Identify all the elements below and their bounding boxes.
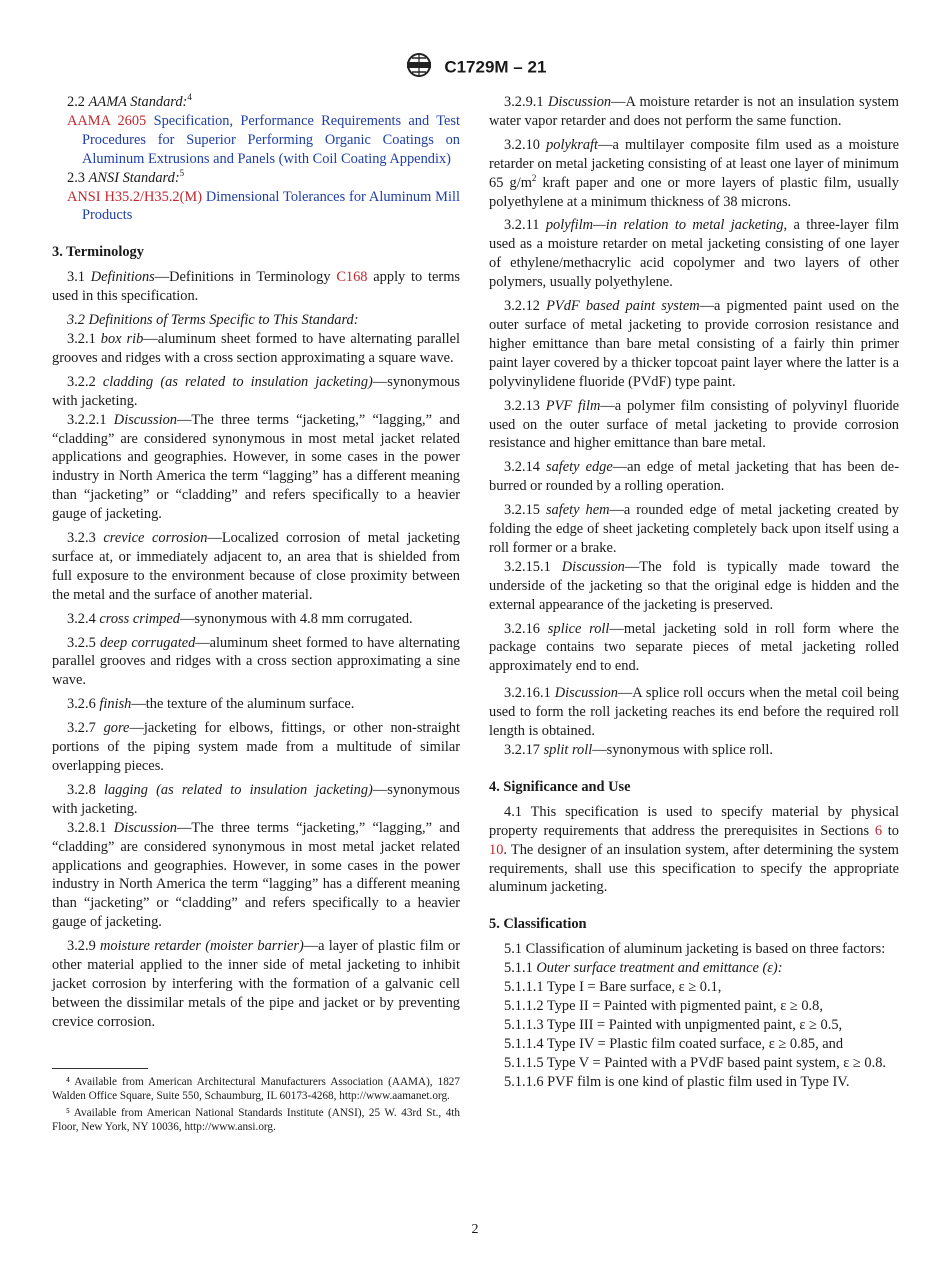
aama-code-link[interactable]: AAMA 2605 bbox=[67, 112, 147, 129]
para-5-1-1-1: 5.1.1.1 Type I = Bare surface, ε ≥ 0.1, bbox=[504, 979, 722, 996]
ansi-reference bbox=[52, 188, 460, 226]
section-2-3: 2.3 ANSI Standard:$^5$ bbox=[67, 167, 185, 186]
para-3-2: 3.2 Definitions of Terms Specific to This Standard: bbox=[67, 312, 359, 329]
para-4-1: 4.1 This specification is used to specify material by physical property requirements that address the prerequisites in Sections 6 to 10. The designer of an insulation system, after determining the system requirements, shall use this specification to specify the appropriate aluminum jacketing. bbox=[489, 803, 899, 896]
para-3-2-2-1: 3.2.2.1 Discussion—The three terms “jacketing,” “lagging,” and “cladding” are considered synonymous in most metal jacket related applications and geographies. However, in some cases in the power industry in North America the term “lagging” has a different meaning than “jacketing” or “cladding” and refers specifically to a heavier gauge of jacketing. bbox=[52, 411, 460, 523]
aama-reference bbox=[52, 112, 460, 169]
para-3-1: 3.1 Definitions—Definitions in Terminology C168 apply to terms used in this specification. bbox=[52, 269, 460, 305]
para-3-2-2: 3.2.2 cladding (as related to insulation jacketing)—synonymous with jacketing. bbox=[52, 373, 460, 409]
para-3-2-6: 3.2.6 finish—the texture of the aluminum surface. bbox=[67, 696, 355, 713]
para-5-1-1-4: 5.1.1.4 Type IV = Plastic film coated surface, ε ≥ 0.85, and bbox=[504, 1035, 844, 1052]
para-3-2-1: 3.2.1 box rib—aluminum sheet formed to have alternating parallel grooves and ridges with a cross section approximating a square wave. bbox=[52, 330, 460, 366]
para-3-2-15: 3.2.15 safety hem—a rounded edge of metal jacketing created by folding the edge of sheet jacketing completely back upon itself using a roll former or a brake. bbox=[489, 502, 899, 556]
para-3-2-8-1: 3.2.8.1 Discussion—The three terms “jacketing,” “lagging,” and “cladding” are considered synonymous in most metal jacket related applications and geographies. However, in some cases in the power industry in North America the term “lagging” has a different meaning than “jacketing” or “cladding” and refers specifically to a heavier gauge of jacketing. bbox=[52, 819, 460, 931]
footnote-divider bbox=[52, 1068, 148, 1069]
para-3-2-3: 3.2.3 crevice corrosion—Localized corrosion of metal jacketing surface at, or immediately adjacent to, an area that is shielded from full exposure to the environment because of close proximity between the metal and the surface of another material. bbox=[52, 530, 461, 603]
para-3-2-15-1: 3.2.15.1 Discussion—The fold is typically made toward the underside of the jacketing so that the original edge is hidden and the external appearance of the jacketing is preserved. bbox=[489, 558, 900, 613]
aama-title-link[interactable]: Specification, Performance Requirements and Test Procedures for Superior Performing Organic Coatings on Aluminum Extrusions and Panels (with Coil Coating Appendix) bbox=[82, 112, 460, 167]
para-3-2-7: 3.2.7 gore—jacketing for elbows, fittings, or other non-straight portions of the piping system made from a multitude of similar overlapping pieces. bbox=[52, 720, 460, 774]
para-3-2-11: 3.2.11 polyfilm—in relation to metal jacketing, a three-layer film used as a moisture retarder on metal jacketing consisting of one layer of ethylene/methacrylic acid copolymer and two layers of other polymers, usually polyethylene. bbox=[489, 217, 900, 291]
para-5-1-1-6: 5.1.1.6 PVF film is one kind of plastic film used in Type IV. bbox=[504, 1073, 850, 1090]
page-number: 2 bbox=[471, 1222, 479, 1237]
para-3-2-5: 3.2.5 deep corrugated—aluminum sheet formed to have alternating parallel grooves and ridges with a cross section approximating a sine wave. bbox=[52, 634, 460, 689]
ansi-code-link[interactable]: ANSI H35.2/H35.2(M) bbox=[67, 188, 202, 205]
para-3-2-4: 3.2.4 cross crimped—synonymous with 4.8 mm corrugated. bbox=[67, 610, 413, 627]
section-10-link[interactable]: 10 bbox=[489, 841, 504, 858]
page-header bbox=[0, 52, 950, 83]
heading-significance: 4. Significance and Use bbox=[489, 778, 631, 795]
section-6-link[interactable]: 6 bbox=[874, 822, 883, 839]
footnote-5: ⁵ Available from American National Standards Institute (ANSI), 25 W. 43rd St., 4th Floor, New York, NY 10036, http://www.ansi.org. bbox=[52, 1106, 460, 1133]
para-3-2-8: 3.2.8 lagging (as related to insulation jacketing)—synonymous with jacketing. bbox=[52, 781, 460, 817]
para-3-2-9: 3.2.9 moisture retarder (moister barrier)—a layer of plastic film or other material applied to the inner side of metal jacketing to inhibit jacket corrosion by interfering with the formation of a galvanic cell between the dissimilar metals of the pipe and jacket or by preventing crevice corrosion. bbox=[52, 938, 460, 1030]
para-3-2-10: 3.2.10 polykraft—a multilayer composite film used as a moisture retarder on metal jacketing consisting of at least one layer of minimum 65 $g/m^2$ kraft paper and one or more layers of plastic film, usually polyethylene at a minimum thickness of 38 microns. bbox=[489, 136, 899, 210]
para-5-1-1-5: 5.1.1.5 Type V = Painted with a PVdF based paint system, ε ≥ 0.8. bbox=[504, 1054, 887, 1071]
para-3-2-16: 3.2.16 splice roll—metal jacketing sold in roll form where the package contains two separate pieces of metal jacketing rolled approximately end to end. bbox=[489, 620, 900, 675]
ansi-title-link[interactable]: Dimensional Tolerances for Aluminum Mill Products bbox=[82, 188, 460, 224]
right-column bbox=[489, 93, 899, 1092]
c168-link[interactable]: C168 bbox=[336, 269, 368, 286]
heading-classification: 5. Classification bbox=[489, 916, 587, 933]
para-5-1: 5.1 Classification of aluminum jacketing is based on three factors: bbox=[504, 941, 886, 958]
para-3-2-9-1: 3.2.9.1 Discussion—A moisture retarder is not an insulation system water vapor retarder and does not perform the same function. bbox=[489, 94, 899, 129]
left-column bbox=[52, 93, 460, 1137]
para-3-2-17: 3.2.17 split roll—synonymous with splice roll. bbox=[504, 742, 773, 758]
para-5-1-1-2: 5.1.1.2 Type II = Painted with pigmented paint, ε ≥ 0.8, bbox=[504, 997, 823, 1014]
designation: C1729M – 21 bbox=[444, 57, 547, 77]
heading-terminology: 3. Terminology bbox=[52, 244, 144, 261]
astm-logo-icon bbox=[404, 52, 434, 83]
para-3-2-13: 3.2.13 PVF film—a polymer film consisting of polyvinyl fluoride used on the outer surface of metal jacketing to provide corrosion resistance and higher emittance than bare metal. bbox=[489, 397, 900, 452]
para-3-2-16-1: 3.2.16.1 Discussion—A splice roll occurs when the metal coil being used to form the roll jacketing reaches its end before the required roll length is obtained. bbox=[489, 685, 899, 740]
para-5-1-1-3: 5.1.1.3 Type III = Painted with unpigmented paint, ε ≥ 0.5, bbox=[504, 1016, 843, 1033]
para-3-2-14: 3.2.14 safety edge—an edge of metal jacketing that has been de-burred or rounded by a rolling operation. bbox=[489, 459, 899, 495]
para-5-1-1: 5.1.1 Outer surface treatment and emittance (ε): bbox=[504, 960, 783, 977]
section-2-2: 2.2 AAMA Standard:$^4$ bbox=[67, 92, 192, 110]
footnote-4: ⁴ Available from American Architectural Manufacturers Association (AAMA), 1827 Walden Office Square, Suite 550, Schaumburg, IL 60173-4268, http://www.aamanet.org. bbox=[52, 1075, 460, 1102]
para-3-2-12: 3.2.12 PVdF based paint system—a pigmented paint used on the outer surface of metal jacketing to provide corrosion resistance and higher emittance than bare metal consisting of a fairly thin primer paint layer covered by a thicker topcoat paint layer where the latter is a polyvinylidene fluoride (PVdF) type paint. bbox=[489, 298, 899, 390]
